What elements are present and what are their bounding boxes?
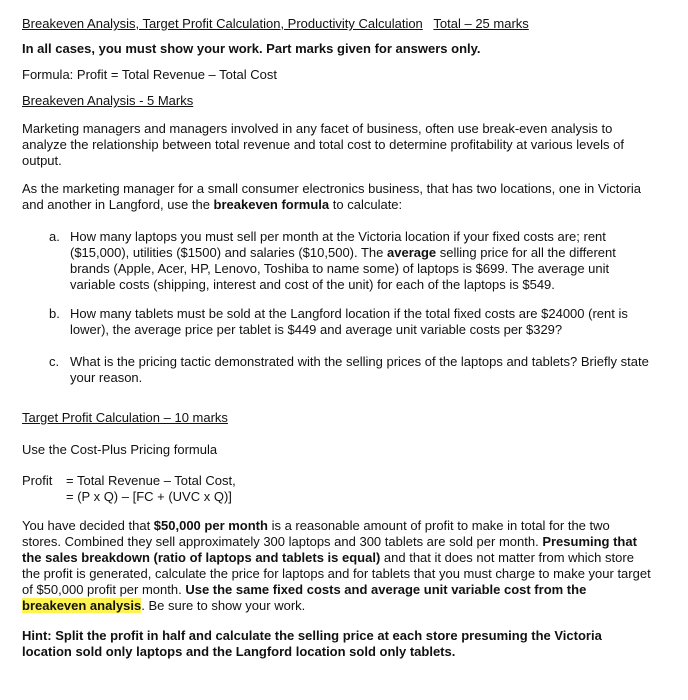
document-header [22, 16, 529, 32]
list-marker: b. [49, 306, 60, 321]
equation-line-1: = Total Revenue – Total Cost, [66, 473, 236, 488]
method-text: Use the Cost-Plus Pricing formula [22, 442, 218, 457]
hint: Hint: Split the profit in half and calculate the selling price at each store presuming the Victoria location sold only laptops and the Langford location sold only tablets. [22, 628, 602, 659]
breakeven-intro-paragraph: Marketing managers and managers involved in any facet of business, often use break-even analysis to analyze the relationship between total revenue and total cost to determine profitability at various levels of output. [22, 121, 624, 168]
equation-label: Profit [22, 473, 53, 488]
equation [22, 473, 236, 489]
document-title: Breakeven Analysis, Target Profit Calculation, Productivity Calculation [22, 16, 423, 31]
section-heading-target-profit: Target Profit Calculation – 10 marks [22, 410, 228, 425]
question-b: b. How many tablets must be sold at the Langford location if the total fixed costs are $24000 (rent is lower), the average price per tablet is $449 and average unit variable costs per $329? [49, 306, 628, 337]
list-marker: a. [49, 229, 60, 244]
highlighted-text: breakeven analysis [22, 598, 142, 613]
breakeven-task-paragraph: As the marketing manager for a small consumer electronics business, that has two locations, one in Victoria and another in Langford, use the breakeven formula to calculate: [22, 181, 642, 212]
question-a: a. How many laptops you must sell per month at the Victoria location if your fixed costs are; rent ($15,000), utilities ($1500) and salaries ($10,500). The average selling price for all the different brands (Apple, Acer, HP, Lenovo, Toshiba to name some) of laptops is $699. The average unit variable costs (shipping, interest and cost of the unit) for each of the laptops is $549. [49, 229, 616, 292]
equation-line-2: = (P x Q) – [FC + (UVC x Q)] [66, 489, 232, 504]
question-c: c. What is the pricing tactic demonstrated with the selling prices of the laptops and tablets? Briefly state your reason. [49, 354, 649, 385]
equation-continued [22, 489, 232, 505]
list-marker: c. [49, 354, 60, 369]
target-profit-paragraph: You have decided that $50,000 per month is a reasonable amount of profit to make in total for the two stores. Combined they sell approximately 300 laptops and 300 tablets are sold per month. Presuming that the sales breakdown (ratio of laptops and tablets is equal) and that it does not matter from which store the profit is generated, calculate the price for laptops and for tablets that you must charge to make your target of $50,000 profit per month. Use the same fixed costs and average unit variable cost from the breakeven analysis. Be sure to show your work. [22, 518, 651, 613]
instruction: In all cases, you must show your work. Part marks given for answers only. [22, 41, 481, 56]
total-marks: Total – 25 marks [433, 16, 529, 31]
formula: Formula: Profit = Total Revenue – Total Cost [22, 67, 277, 82]
section-heading-breakeven: Breakeven Analysis - 5 Marks [22, 93, 194, 108]
